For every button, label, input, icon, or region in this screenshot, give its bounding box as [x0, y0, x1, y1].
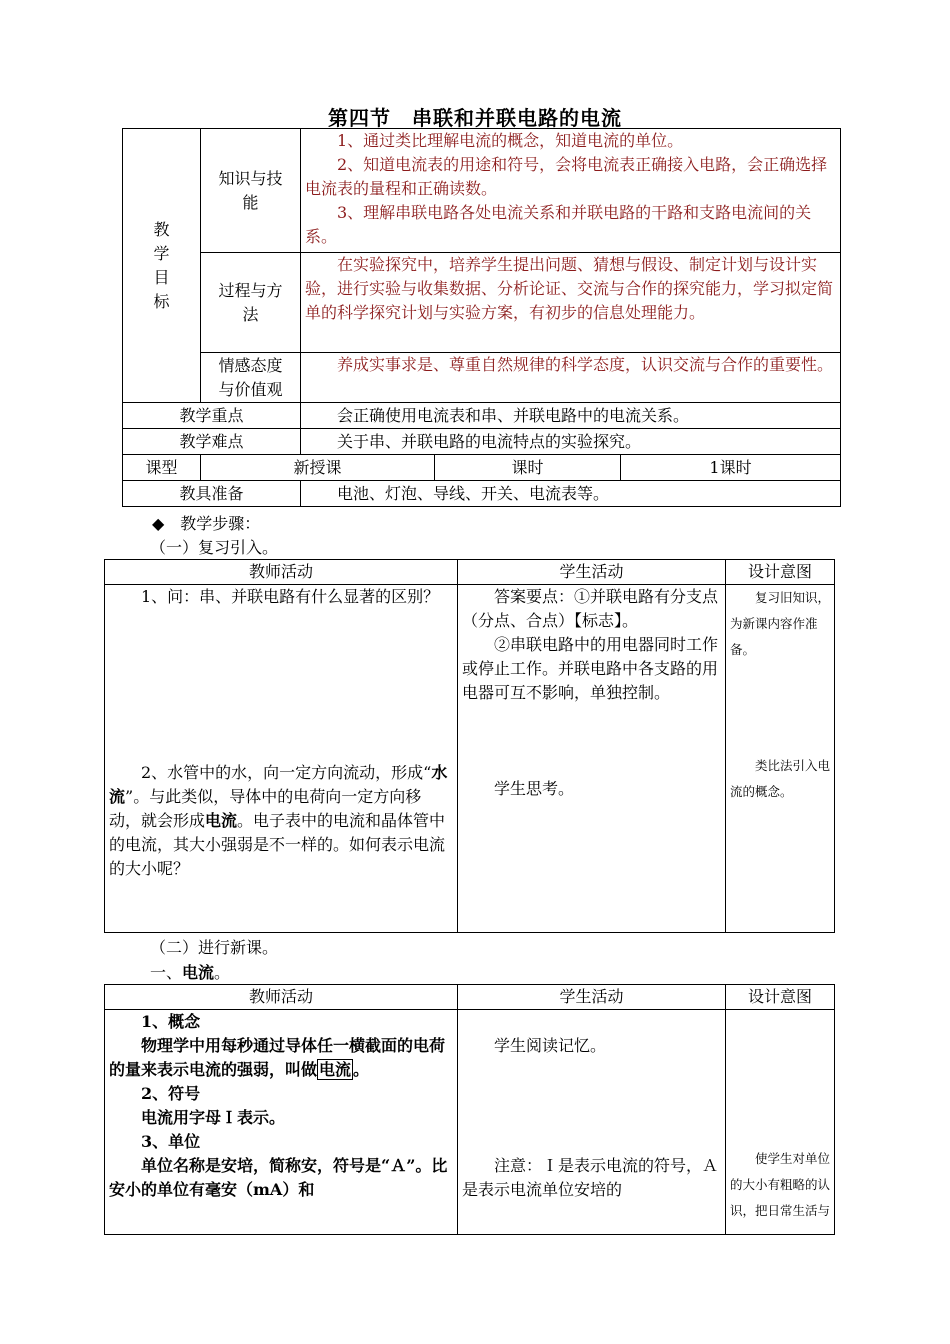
header-student: 学生活动: [458, 560, 726, 585]
objectives-label-char: 学: [153, 243, 170, 263]
new-lesson-table: [104, 984, 835, 1235]
section2-heading: （二）进行新课。: [150, 938, 279, 957]
process-label: 过程与方法: [201, 253, 301, 353]
key-point-label: 教学重点: [123, 403, 301, 429]
student-activity-cell: [458, 1010, 726, 1235]
intent-2: 类比法引入电流的概念。: [730, 758, 831, 799]
unit-text: 单位名称是安培，简称安，符号是“Ａ”。比安小的单位有毫安（mA）和: [109, 1156, 448, 1199]
header-intent: 设计意图: [726, 985, 835, 1010]
emotion-label: 情感态度与价值观: [201, 353, 301, 403]
process-text: 在实验探究中，培养学生提出问题、猜想与假设、制定计划与设计实验，进行实验与收集数据、分析论证、交流与合作的探究能力，学习拟定简单的科学探究计划与实验方案，有初步的信息处理能力。: [305, 255, 834, 322]
objectives-label: [123, 129, 201, 403]
intent-1: 复习旧知识，为新课内容作准备。: [730, 590, 831, 657]
emotion-text: 养成实事求是、尊重自然规律的科学态度，认识交流与合作的重要性。: [337, 355, 834, 374]
section1-heading: （一）复习引入。: [150, 538, 279, 557]
section2-subheading: [150, 961, 230, 985]
header-teacher: 教师活动: [105, 560, 458, 585]
teacher-question-2-part: 。电子表中的电流和晶体管中的电流，其大小强弱是不一样的。如何表示电流的大小呢？: [109, 811, 446, 878]
knowledge-label: 知识与技能: [201, 129, 301, 253]
key-point-cell: [301, 403, 841, 429]
header-student: 学生活动: [458, 985, 726, 1010]
concept-title: 1、概念: [141, 1012, 201, 1031]
teacher-activity-cell: [105, 1010, 458, 1235]
knowledge-item: 2、知道电流表的用途和符号，会将电流表正确接入电路，会正确选择电流表的量程和正确读数。: [305, 155, 828, 198]
process-cell: [301, 253, 841, 353]
tools-cell: [301, 481, 841, 507]
section2-sub-end: 。: [214, 963, 231, 982]
student-answer-1: 答案要点：①并联电路有分支点（分点、合点）【标志】。: [462, 587, 719, 630]
hours-label: 课时: [435, 455, 621, 481]
teacher-question-2-part: ”。与此类似，导体中的电荷向一定方向移动，就会形成: [109, 787, 422, 830]
tools-text: 电池、灯泡、导线、开关、电流表等。: [337, 483, 610, 503]
teacher-question-2-part: 2、水管中的水，向一定方向流动，形成“: [141, 763, 432, 782]
section2-sub-title: 电流: [182, 963, 215, 982]
knowledge-item: 1、通过类比理解电流的概念，知道电流的单位。: [337, 131, 684, 150]
concept-text: [109, 1034, 453, 1082]
concept-text-part: 物理学中用每秒通过导体任一横截面的电荷的量来表示电流的强弱，叫做: [109, 1036, 446, 1079]
intent-cell: [726, 585, 835, 933]
student-note: 注意：Ｉ是表示电流的符号，Ａ是表示电流单位安培的: [462, 1156, 719, 1199]
tools-label: 教具准备: [123, 481, 301, 507]
teacher-activity-cell: [105, 585, 458, 933]
symbol-title: 2、符号: [141, 1084, 201, 1103]
objectives-label-char: 标: [153, 291, 170, 311]
knowledge-item: 3、理解串联电路各处电流关系和并联电路的干路和支路电流间的关系。: [305, 203, 812, 246]
student-read: 学生阅读记忆。: [494, 1036, 607, 1055]
difficulty-label: 教学难点: [123, 429, 301, 455]
header-intent: 设计意图: [726, 560, 835, 585]
page-title: 第四节 串联和并联电路的电流: [328, 106, 622, 130]
review-table: [104, 559, 835, 933]
section2-sub-number: 一、: [150, 963, 183, 982]
course-type-label: 课型: [123, 455, 201, 481]
difficulty-cell: [301, 429, 841, 455]
steps-heading: ◆ 教学步骤：: [152, 514, 261, 533]
water-flow-term: 水流: [109, 763, 448, 806]
student-activity-cell: [458, 585, 726, 933]
concept-text-part: 。: [353, 1060, 370, 1079]
objectives-label-char: 教: [153, 219, 170, 239]
symbol-text: 电流用字母Ｉ表示。: [141, 1108, 286, 1127]
concept-term: 电流: [319, 1060, 352, 1079]
objectives-table: [122, 128, 841, 507]
difficulty-text: 关于串、并联电路的电流特点的实验探究。: [337, 431, 642, 451]
knowledge-cell: [301, 129, 841, 253]
unit-title: 3、单位: [141, 1132, 201, 1151]
teacher-question-1: 1、问：串、并联电路有什么显著的区别？: [141, 587, 440, 606]
student-answer-3: 学生思考。: [494, 779, 575, 798]
current-term: 电流: [205, 811, 238, 830]
emotion-cell: [301, 353, 841, 403]
objectives-label-char: 目: [153, 267, 170, 287]
intent-cell: [726, 1010, 835, 1235]
header-teacher: 教师活动: [105, 985, 458, 1010]
student-answer-2: ②串联电路中的用电器同时工作或停止工作。并联电路中各支路的用电器可互不影响，单独控制。: [462, 635, 719, 702]
intent-text: 使学生对单位的大小有粗略的认识，把日常生活与: [730, 1151, 831, 1218]
teacher-question-2: [109, 761, 453, 881]
key-point-text: 会正确使用电流表和串、并联电路中的电流关系。: [337, 405, 690, 425]
hours-value: 1课时: [621, 455, 841, 481]
course-type-value: 新授课: [201, 455, 435, 481]
